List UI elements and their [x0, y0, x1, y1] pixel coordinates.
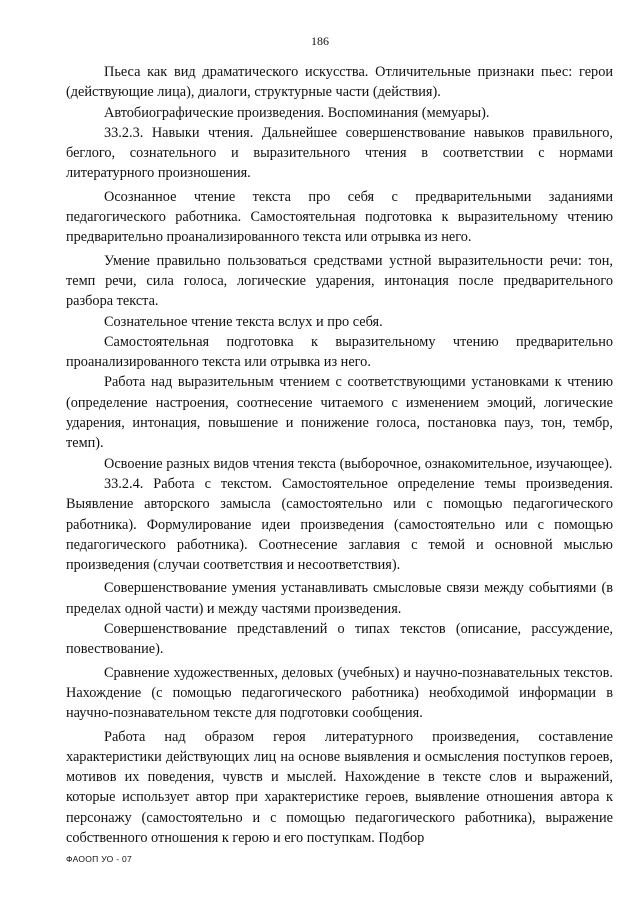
- paragraph: Совершенствование представлений о типах текстов (описание, рассуждение, повествование).: [66, 621, 613, 658]
- paragraph: Освоение разных видов чтения текста (выборочное, ознакомительное, изучающее).: [104, 455, 613, 472]
- paragraph: Сознательное чтение текста вслух и про себя.: [104, 313, 383, 330]
- paragraph: 33.2.4. Работа с текстом. Самостоятельное определение темы произведения. Выявление авторского замысла (самостоятельно или с помощью педагогического работника). Формулирование идеи произведения (самостоятельно или с помощью педагогического работника). Соотнесение заглавия с темой и основной мыслью произведения (случаи соответствия и несоответствия).: [66, 475, 613, 574]
- paragraph: Работа над выразительным чтением с соответствующими установками к чтению (определение настроения, соотнесение читаемого с изменением эмоций, логические ударения, интонация, повышение и понижение голоса, постановка пауз, тон, тембр, темп).: [66, 374, 613, 452]
- page-body: [66, 62, 613, 848]
- paragraph: Пьеса как вид драматического искусства. Отличительные признаки пьес: герои (действующие лица), диалоги, структурные части (действия).: [66, 64, 613, 101]
- paragraph: 33.2.3. Навыки чтения. Дальнейшее совершенствование навыков правильного, беглого, сознательного и выразительного чтения в соответствии с нормами литературного произношения.: [66, 124, 613, 182]
- paragraph: Совершенствование умения устанавливать смысловые связи между событиями (в пределах одной части) и между частями произведения.: [66, 580, 613, 617]
- paragraph: Автобиографические произведения. Воспоминания (мемуары).: [104, 104, 490, 121]
- paragraph: Сравнение художественных, деловых (учебных) и научно-познавательных текстов. Нахождение (с помощью педагогического работника) необходимой информации в научно-познавательном тексте для подготовки сообщения.: [66, 664, 613, 722]
- paragraph: Работа над образом героя литературного произведения, составление характеристики действующих лиц на основе выявления и осмысления поступков героев, мотивов их поведения, чувств и мыслей. Нахождение в тексте слов и выражений, которые использует автор при характеристике героев, выявление отношения автора к персонажу (самостоятельно и с помощью педагогического работника), выражение собственного отношения к герою и его поступкам. Подбор: [66, 728, 613, 846]
- page-number: 186: [311, 34, 329, 48]
- paragraph: Умение правильно пользоваться средствами устной выразительности речи: тон, темп речи, сила голоса, логические ударения, интонация после предварительного разбора текста.: [66, 252, 613, 310]
- paragraph: Осознанное чтение текста про себя с предварительными заданиями педагогического работника. Самостоятельная подготовка к выразительному чтению предварительно проанализированного текста или отрывка из него.: [66, 188, 613, 246]
- document-footer: ФАООП УО - 07: [66, 854, 133, 864]
- paragraph: Самостоятельная подготовка к выразительному чтению предварительно проанализированного текста или отрывка из него.: [66, 333, 613, 371]
